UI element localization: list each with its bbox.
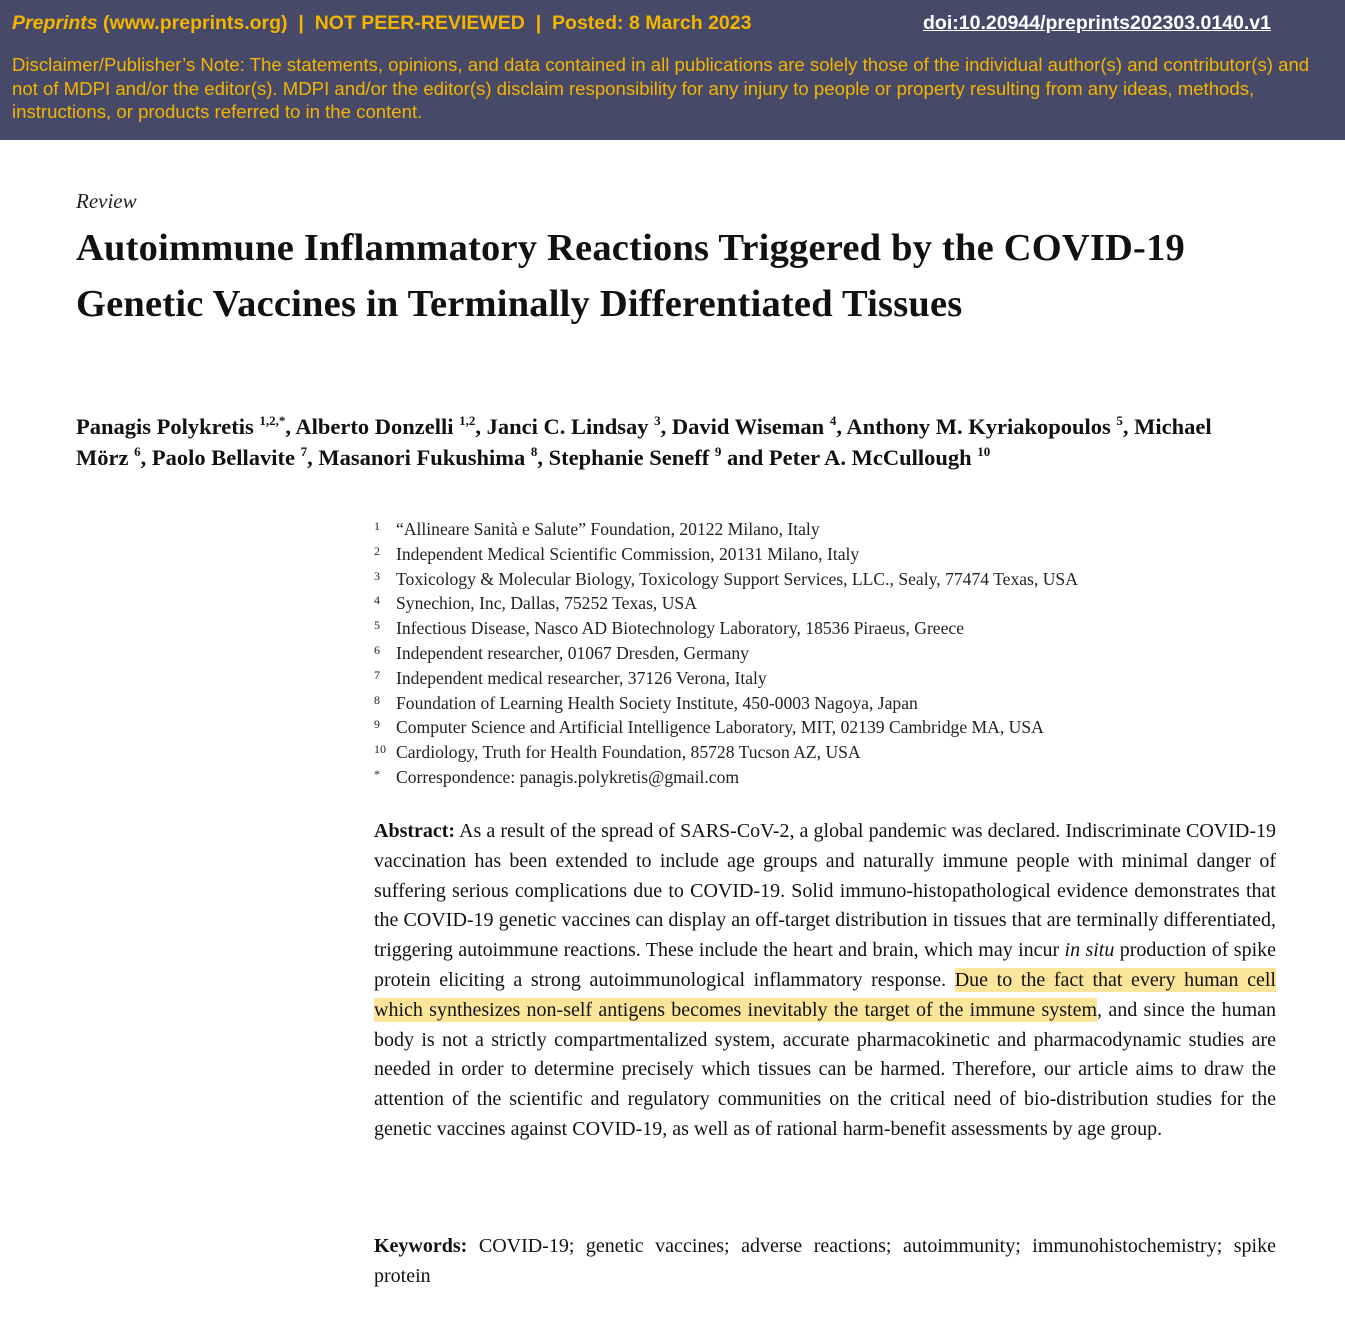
affiliation-item — [374, 542, 1274, 567]
author-affiliation-mark: 1,2,* — [259, 413, 286, 428]
affiliation-number: 5 — [374, 618, 380, 633]
affiliation-number: * — [374, 766, 380, 781]
affiliation-item — [374, 765, 1274, 790]
affiliation-number: 10 — [374, 742, 386, 757]
affiliation-text: “Allineare Sanità e Salute” Foundation, 20122 Milano, Italy — [396, 519, 820, 539]
author-name: David Wiseman — [671, 414, 825, 439]
doi-link[interactable]: doi:10.20944/preprints202303.0140.v1 — [923, 12, 1271, 34]
author-separator: , — [1122, 414, 1135, 439]
affiliation-text: Correspondence: panagis.polykretis@gmail.com — [396, 766, 740, 787]
affiliation-number: 7 — [374, 667, 380, 682]
affiliation-text: Foundation of Learning Health Society Institute, 450-0003 Nagoya, Japan — [396, 692, 918, 713]
affiliation-number: 6 — [374, 642, 380, 657]
author-separator: , — [836, 414, 847, 439]
author-separator: , — [475, 414, 487, 439]
author-separator: , — [660, 414, 672, 439]
author-separator: and — [721, 445, 769, 470]
article-title: Autoimmune Inflammatory Reactions Triggered by the COVID-19 Genetic Vaccines in Terminally Differentiated Tissues — [76, 227, 1185, 325]
affiliation-number: 4 — [374, 593, 380, 608]
affiliation-text: Synechion, Inc, Dallas, 75252 Texas, USA — [396, 593, 697, 614]
brand-name: Preprints — [12, 12, 98, 34]
keywords — [374, 1232, 1276, 1292]
banner-header — [12, 12, 1271, 38]
author-affiliation-mark: 8 — [530, 444, 538, 459]
affiliation-item — [374, 715, 1274, 740]
affiliation-number: 8 — [374, 692, 380, 707]
affiliation-number: 1 — [374, 519, 380, 533]
author-separator: , — [307, 445, 319, 470]
affiliation-text: Computer Science and Artificial Intelligence Laboratory, MIT, 02139 Cambridge MA, USA — [396, 717, 1044, 738]
author-name: Peter A. McCullough — [768, 445, 972, 470]
author-affiliation-mark: 6 — [134, 444, 141, 459]
abstract — [374, 817, 1276, 1145]
author-affiliation-mark: 1,2 — [459, 413, 476, 428]
abstract-text: As a result of the spread of SARS-CoV-2, a global pandemic was declared. Indiscriminate COVID-19 vaccination has been extended to include age groups and naturally immune people with minimal danger of suffering serious complications due to COVID-19. Solid immuno-histopathological evidence demonstrates that the COVID-19 genetic vaccines can display an off-target distribution in tissues that are terminally differentiated, triggering autoimmune reactions. These include the heart and brain, which may incur — [374, 820, 1276, 962]
disclaimer-text: Disclaimer/Publisher’s Note: The statements, opinions, and data contained in all publications are solely those of the individual author(s) and contributor(s) and not of MDPI and/or the editor(s). MDPI and/or the editor(s) disclaim responsibility for any injury to people or property resulting from any ideas, methods, instructions, or products referred to in the content. — [12, 54, 1310, 122]
author-separator: , — [537, 445, 549, 470]
affiliation-item — [374, 740, 1274, 765]
author-affiliation-mark: 10 — [977, 444, 991, 459]
affiliation-item — [374, 567, 1274, 592]
affiliation-text: Independent medical researcher, 37126 Verona, Italy — [396, 667, 767, 688]
preprint-banner — [0, 0, 1345, 140]
affiliation-item — [374, 666, 1274, 691]
posted-date: Posted: 8 March 2023 — [552, 12, 752, 34]
affiliation-item — [374, 591, 1274, 616]
affiliation-text: Infectious Disease, Nasco AD Biotechnology Laboratory, 18536 Piraeus, Greece — [396, 618, 965, 639]
keywords-text: COVID-19; genetic vaccines; adverse reactions; autoimmunity; immunohistochemistry; spike protein — [374, 1235, 1276, 1287]
author-name: Janci C. Lindsay — [486, 414, 649, 439]
affiliation-list — [374, 517, 1274, 790]
affiliation-text: Independent Medical Scientific Commission, 20131 Milano, Italy — [396, 543, 860, 564]
article-type: Review — [76, 189, 137, 213]
author-affiliation-mark: 9 — [714, 444, 722, 459]
review-status: NOT PEER-REVIEWED — [314, 12, 525, 34]
affiliation-number: 2 — [374, 543, 380, 558]
author-name: Masanori Fukushima — [318, 445, 526, 470]
author-affiliation-mark: 7 — [300, 444, 308, 459]
abstract-label: Abstract: — [374, 820, 456, 842]
separator: | — [287, 12, 315, 34]
abstract-italic: in situ — [1064, 939, 1115, 962]
keywords-label: Keywords: — [374, 1235, 468, 1257]
author-name: Alberto Donzelli — [295, 414, 454, 439]
author-list — [76, 411, 1276, 473]
affiliation-item — [374, 616, 1274, 641]
author-separator: , — [140, 445, 152, 470]
affiliation-item — [374, 517, 1274, 542]
abstract-text: , and since the human body is not a strictly compartmentalized system, accurate pharmacokinetic and pharmacodynamic studies are needed in order to determine precisely which tissues can be harmed. Therefore, our article aims to draw the attention of the scientific and regulatory communities on the critical need of bio-distribution studies for the genetic vaccines against COVID-19, as well as of rational harm-benefit assessments by age group. — [374, 998, 1277, 1140]
affiliation-text: Cardiology, Truth for Health Foundation, 85728 Tucson AZ, USA — [396, 742, 861, 763]
affiliation-number: 9 — [374, 717, 380, 732]
author-separator: , — [285, 414, 296, 439]
author-name: Stephanie Seneff — [548, 445, 710, 470]
affiliation-item — [374, 641, 1274, 666]
site-url: (www.preprints.org) — [97, 12, 288, 34]
abstract-text: production of spike protein eliciting a strong autoimmunological inflammatory response. — [374, 939, 1276, 991]
affiliation-text: Independent researcher, 01067 Dresden, Germany — [396, 642, 749, 663]
separator: | — [524, 12, 553, 34]
author-name: Michael Mörz — [76, 414, 1212, 470]
author-name: Anthony M. Kyriakopoulos — [846, 414, 1111, 439]
affiliation-text: Toxicology & Molecular Biology, Toxicology Support Services, LLC., Sealy, 77474 Texas, USA — [396, 568, 1078, 589]
author-name: Paolo Bellavite — [151, 445, 295, 470]
author-affiliation-mark: 4 — [829, 413, 837, 428]
author-affiliation-mark: 3 — [654, 413, 661, 428]
author-affiliation-mark: 5 — [1116, 413, 1123, 428]
affiliation-number: 3 — [374, 568, 380, 583]
highlighted-text[interactable]: Due to the fact that every human cell which synthesizes non-self antigens becomes inevitably the target of the immune system — [374, 968, 1276, 1021]
affiliation-item — [374, 691, 1274, 716]
author-name: Panagis Polykretis — [76, 414, 254, 439]
